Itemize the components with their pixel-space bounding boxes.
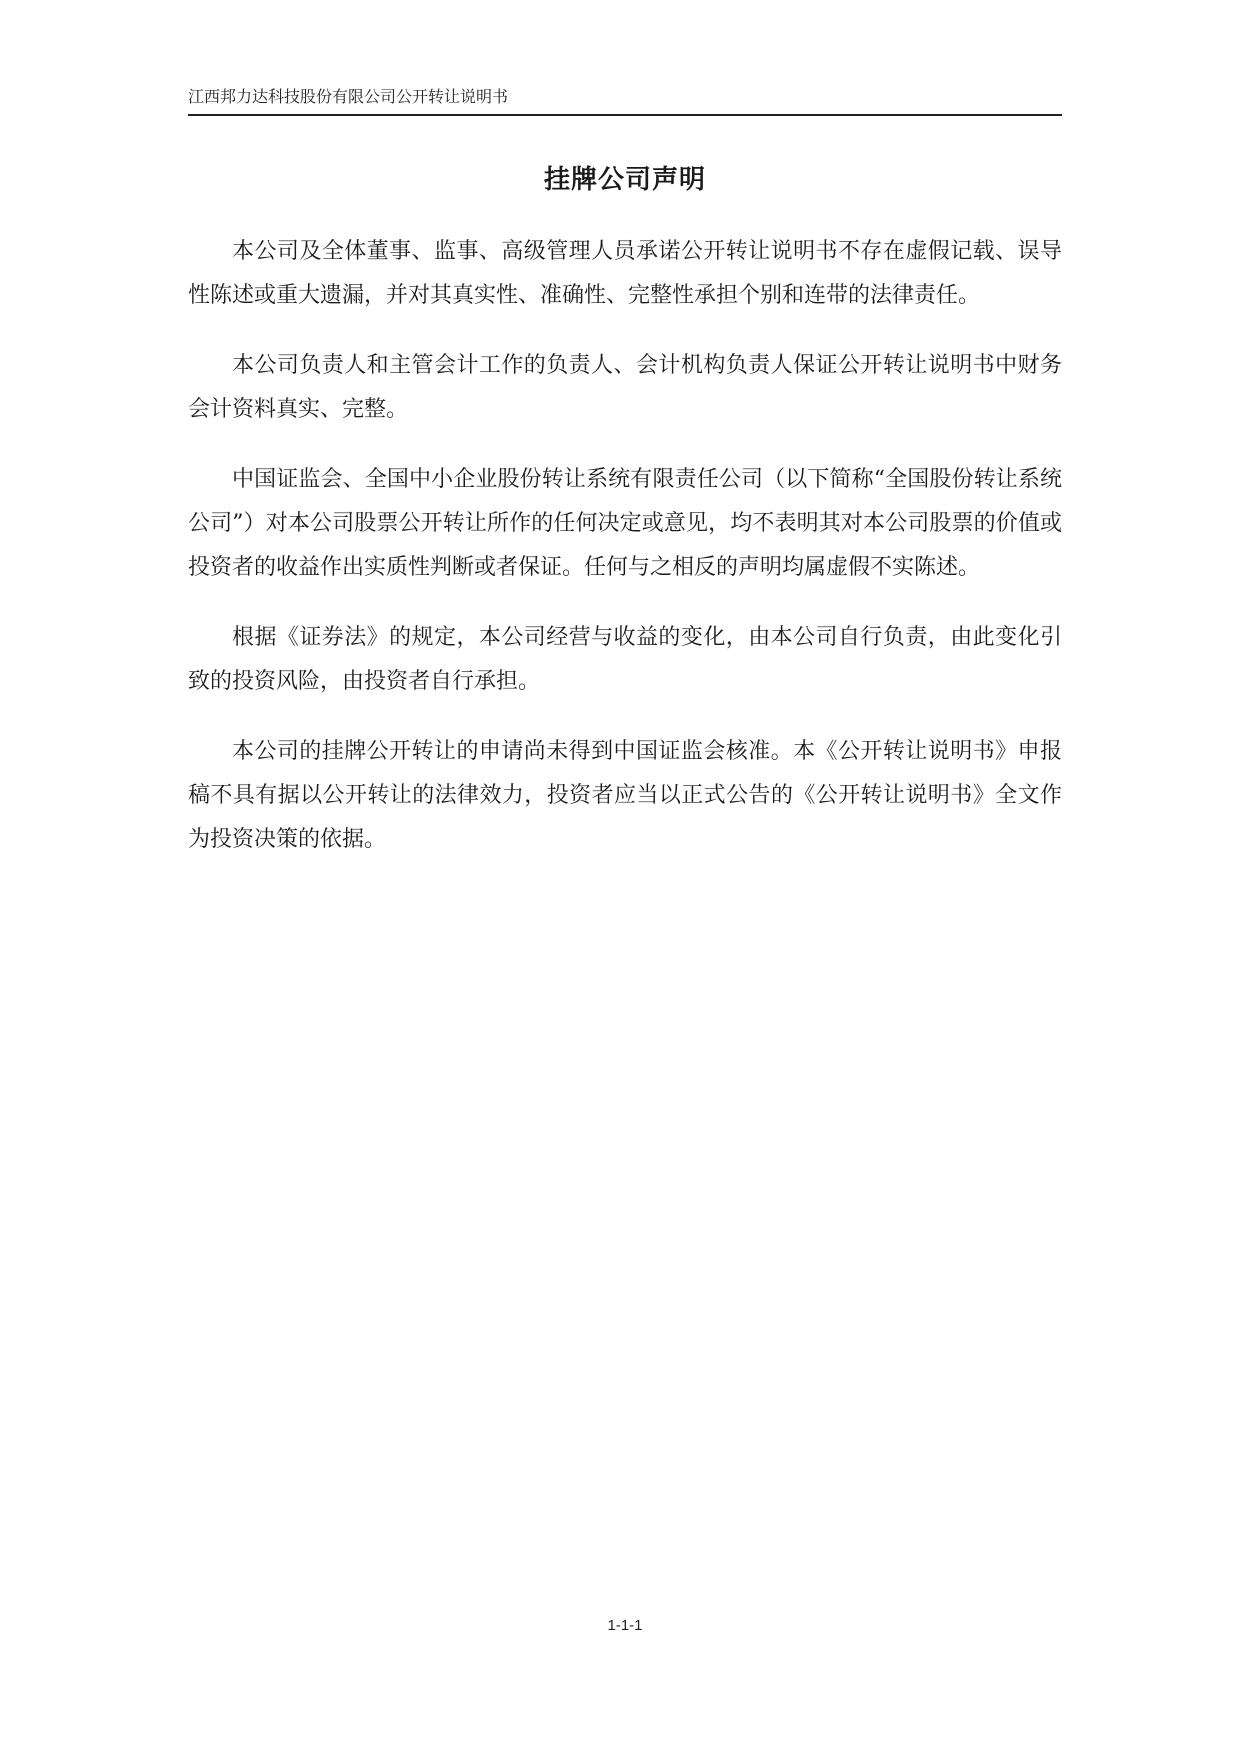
declaration-body xyxy=(188,230,1062,888)
declaration-paragraph-3: 中国证监会、全国中小企业股份转让系统有限责任公司（以下简称“全国股份转让系统公司”）对本公司股票公开转让所作的任何决定或意见，均不表明其对本公司股票的价值或投资者的收益作出实质性判断或者保证。任何与之相反的声明均属虚假不实陈述。 xyxy=(188,467,1063,580)
declaration-paragraph-5: 本公司的挂牌公开转让的申请尚未得到中国证监会核准。本《公开转让说明书》申报稿不具有据以公开转让的法律效力，投资者应当以正式公告的《公开转让说明书》全文作为投资决策的依据。 xyxy=(188,739,1062,852)
header-document-title: 江西邦力达科技股份有限公司公开转让说明书 xyxy=(188,87,509,106)
page-title: 挂牌公司声明 xyxy=(543,165,706,195)
page-number: 1-1-1 xyxy=(607,1617,643,1634)
declaration-paragraph-2: 本公司负责人和主管会计工作的负责人、会计机构负责人保证公开转让说明书中财务会计资料真实、完整。 xyxy=(188,353,1062,422)
declaration-paragraph-4: 根据《证券法》的规定，本公司经营与收益的变化，由本公司自行负责，由此变化引致的投资风险，由投资者自行承担。 xyxy=(188,625,1062,694)
page-header xyxy=(188,86,1062,116)
declaration-paragraph-1: 本公司及全体董事、监事、高级管理人员承诺公开转让说明书不存在虚假记载、误导性陈述或重大遗漏，并对其真实性、准确性、完整性承担个别和连带的法律责任。 xyxy=(188,239,1062,308)
